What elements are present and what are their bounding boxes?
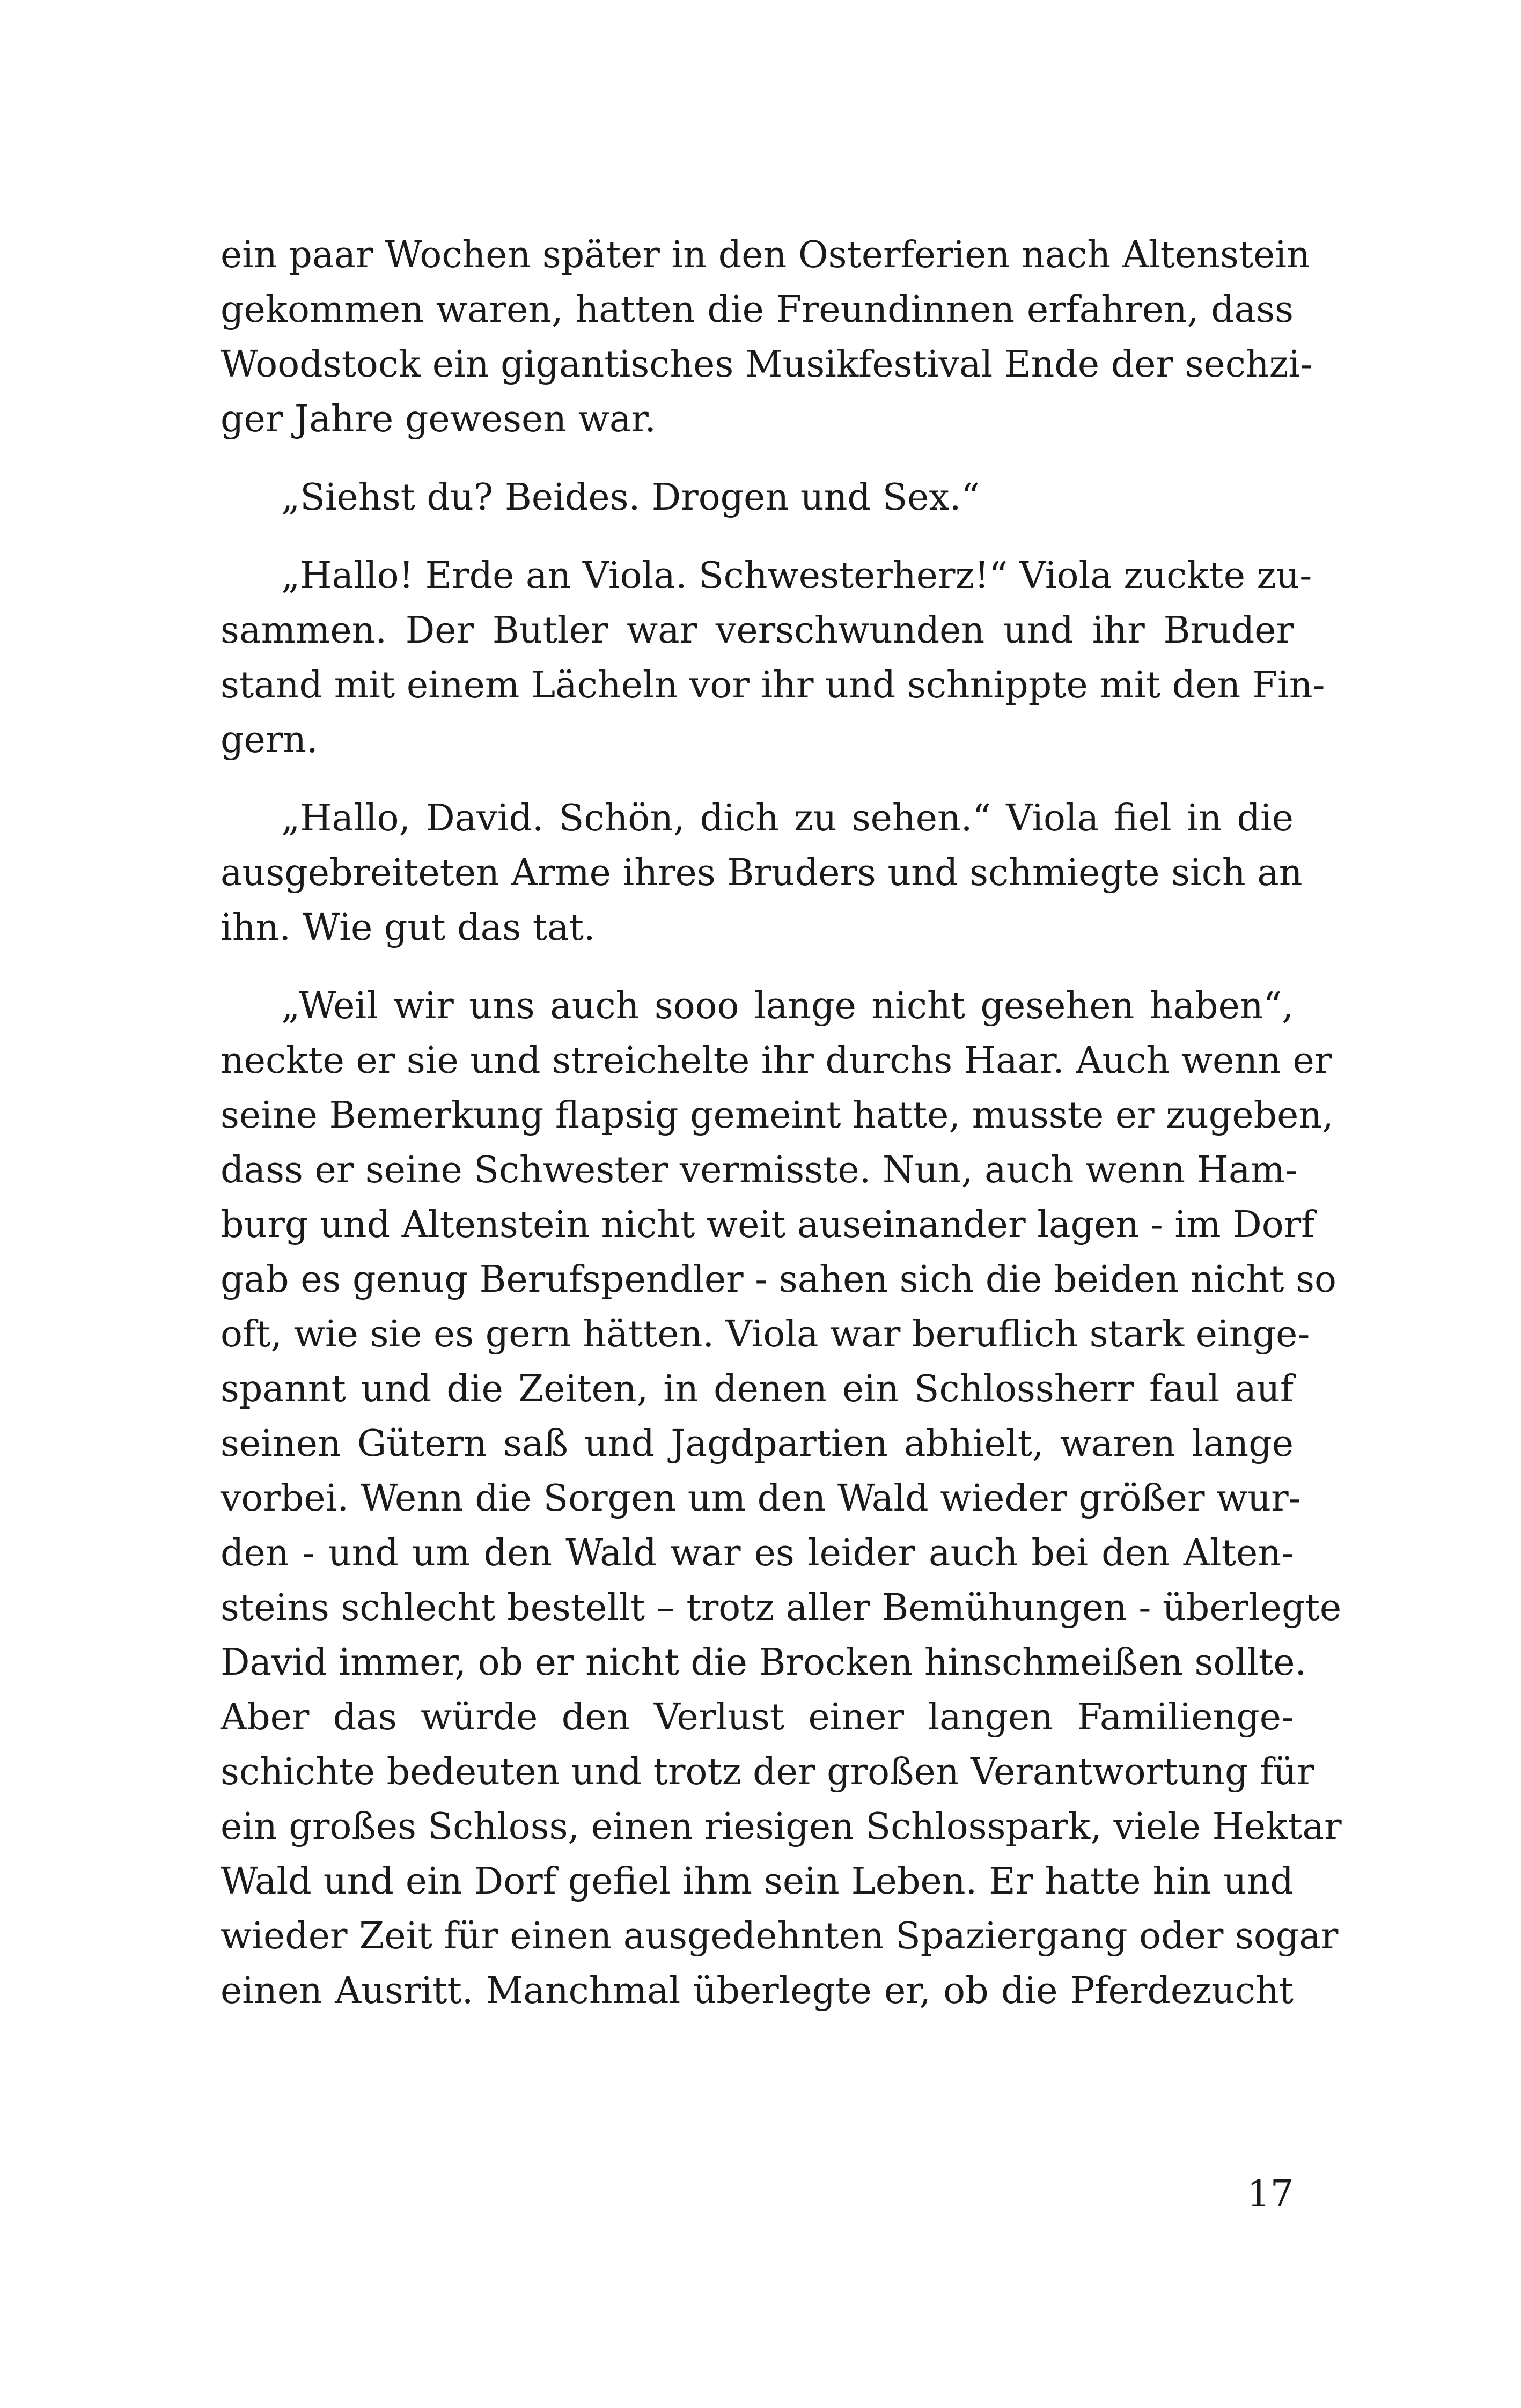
text-line: vorbei. Wenn die Sorgen um den Wald wieder größer wur- (221, 1477, 1301, 1520)
text-line: neckte er sie und streichelte ihr durchs Haar. Auch wenn er (221, 1040, 1332, 1082)
text-line: ausgebreiteten Arme ihres Bruders und schmiegte sich an (221, 852, 1303, 894)
text-line: burg und Altenstein nicht weit auseinander lagen - im Dorf (221, 1204, 1315, 1246)
text-line: einen Ausritt. Manchmal überlegte er, ob die Pferdezucht (221, 1970, 1294, 2012)
page-number: 17 (1247, 2173, 1294, 2215)
text-line: David immer, ob er nicht die Brocken hinschmeißen sollte. (221, 1641, 1307, 1684)
text-line: ihn. Wie gut das tat. (221, 907, 596, 949)
paragraph-spacing (221, 447, 1294, 470)
text-line: sammen. Der Butler war verschwunden und ihr Bruder (221, 609, 1294, 652)
paragraph-spacing (221, 768, 1294, 791)
text-line: Woodstock ein gigantisches Musikfestival Ende der sechzi- (221, 343, 1313, 386)
text-line: gab es genug Berufspendler - sahen sich die beiden nicht so (221, 1258, 1336, 1301)
text-line: wieder Zeit für einen ausgedehnten Spaziergang oder sogar (221, 1915, 1339, 1957)
text-line: gekommen waren, hatten die Freundinnen erfahren, dass (221, 289, 1294, 331)
text-line: den - und um den Wald war es leider auch bei den Alten- (221, 1532, 1294, 1574)
text-line: gern. (221, 719, 318, 761)
text-line: seine Bemerkung flapsig gemeint hatte, musste er zugeben, (221, 1094, 1334, 1137)
text-line: „Hallo! Erde an Viola. Schwesterherz!“ Viola zuckte zu- (281, 555, 1312, 597)
text-line: seinen Gütern saß und Jagdpartien abhielt, waren lange (221, 1423, 1294, 1465)
text-line: ein paar Wochen später in den Osterferien nach Altenstein (221, 234, 1310, 276)
paragraph-4 (221, 791, 1303, 955)
text-line: oft, wie sie es gern hätten. Viola war beruflich stark einge- (221, 1313, 1310, 1356)
text-line: spannt und die Zeiten, in denen ein Schlossherr faul auf (221, 1368, 1294, 1410)
paragraph-spacing (221, 525, 1294, 549)
text-line: dass er seine Schwester vermisste. Nun, auch wenn Ham- (221, 1149, 1297, 1191)
text-line: schichte bedeuten und trotz der großen Verantwortung für (221, 1751, 1314, 1793)
paragraph-1 (221, 228, 1313, 447)
text-line: ger Jahre gewesen war. (221, 398, 657, 440)
text-line: Aber das würde den Verlust einer langen Familienge- (221, 1696, 1294, 1739)
paragraph-5 (221, 979, 1342, 2019)
text-line: steins schlecht bestellt – trotz aller Bemühungen - überlegte (221, 1587, 1342, 1629)
body-text (221, 228, 1342, 2019)
paragraph-3 (221, 549, 1325, 768)
text-line: stand mit einem Lächeln vor ihr und schnippte mit den Fin- (221, 664, 1325, 706)
text-line: Wald und ein Dorf gefiel ihm sein Leben. Er hatte hin und (221, 1860, 1294, 1903)
text-line: „Weil wir uns auch sooo lange nicht gesehen haben“, (281, 985, 1294, 1027)
text-line: „Siehst du? Beides. Drogen und Sex.“ (281, 476, 980, 519)
text-line: „Hallo, David. Schön, dich zu sehen.“ Viola fiel in die (281, 797, 1294, 840)
paragraph-2 (221, 470, 1294, 525)
paragraph-spacing (221, 955, 1294, 979)
text-line: ein großes Schloss, einen riesigen Schlosspark, viele Hektar (221, 1806, 1342, 1848)
